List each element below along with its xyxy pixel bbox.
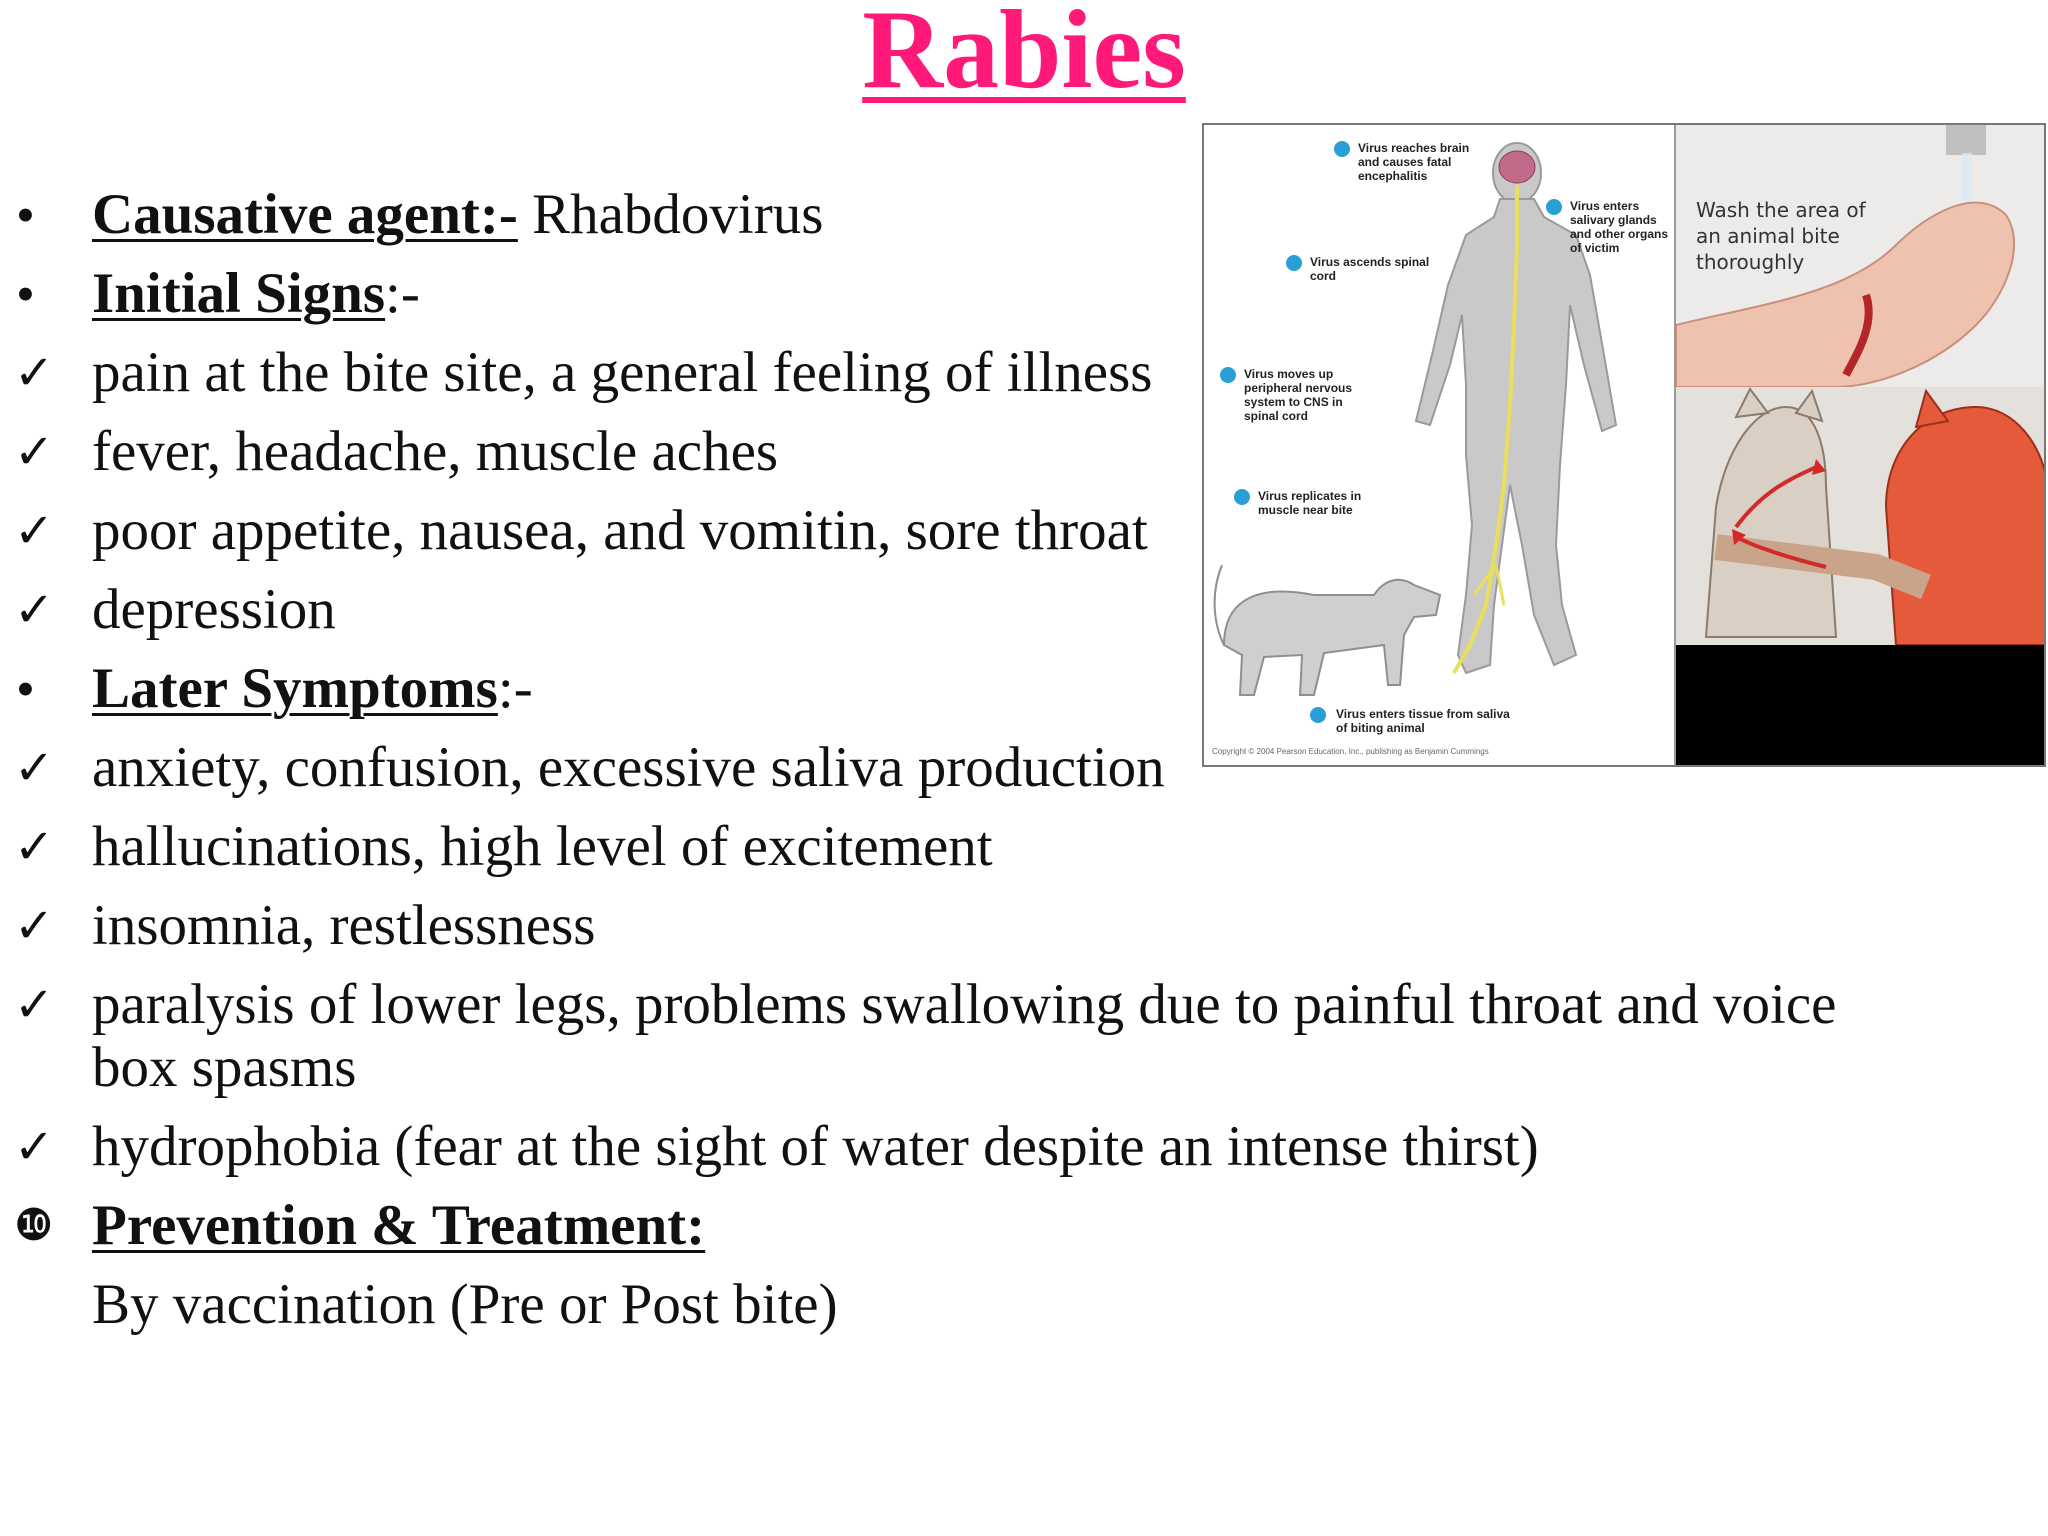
black-panel	[1676, 645, 2046, 767]
bite-transmission-illustration	[1676, 387, 2046, 645]
wash-caption: Wash the area of an animal bite thoroughly	[1696, 198, 1866, 274]
bullet-marker: •	[16, 264, 35, 324]
bullet-marker: •	[16, 659, 35, 719]
check-icon: ✓	[14, 740, 55, 796]
rabies-figure	[1202, 123, 2046, 767]
infection-pathway-diagram	[1204, 125, 1676, 765]
figure-copyright: Copyright © 2004 Pearson Education, Inc., publishing as Benjamin Cummings	[1212, 747, 1489, 756]
section-label: Causative agent:-	[92, 183, 518, 246]
step-6-caption: Virus enters salivary glands and other organs of victim	[1570, 199, 1669, 255]
wound-washing-photo	[1676, 125, 2046, 387]
check-icon: ✓	[14, 819, 55, 875]
section-label: Prevention & Treatment:	[92, 1194, 706, 1257]
check-icon: ✓	[14, 898, 55, 954]
step-1-caption: Virus enters tissue from saliva of biting animal	[1336, 707, 1510, 735]
step-4-caption: Virus ascends spinal cord	[1310, 255, 1430, 283]
number-ten-icon: ❿	[14, 1200, 54, 1251]
section-label: Later Symptoms	[92, 657, 498, 720]
check-icon: ✓	[14, 1119, 55, 1175]
bullet-marker: •	[16, 185, 35, 245]
section-label: Initial Signs	[92, 262, 386, 325]
cat-and-fox-illustration	[1676, 387, 2046, 645]
check-icon: ✓	[14, 345, 55, 401]
slide-title: Rabies	[862, 0, 1186, 112]
step-3-caption: Virus moves up peripheral nervous system to CNS in spinal cord	[1244, 367, 1353, 423]
step-2-caption: Virus replicates in muscle near bite	[1258, 489, 1362, 517]
check-icon: ✓	[14, 424, 55, 480]
check-icon: ✓	[14, 582, 55, 638]
check-icon: ✓	[14, 503, 55, 559]
check-icon: ✓	[14, 977, 55, 1033]
step-5-caption: Virus reaches brain and causes fatal encephalitis	[1358, 141, 1470, 183]
